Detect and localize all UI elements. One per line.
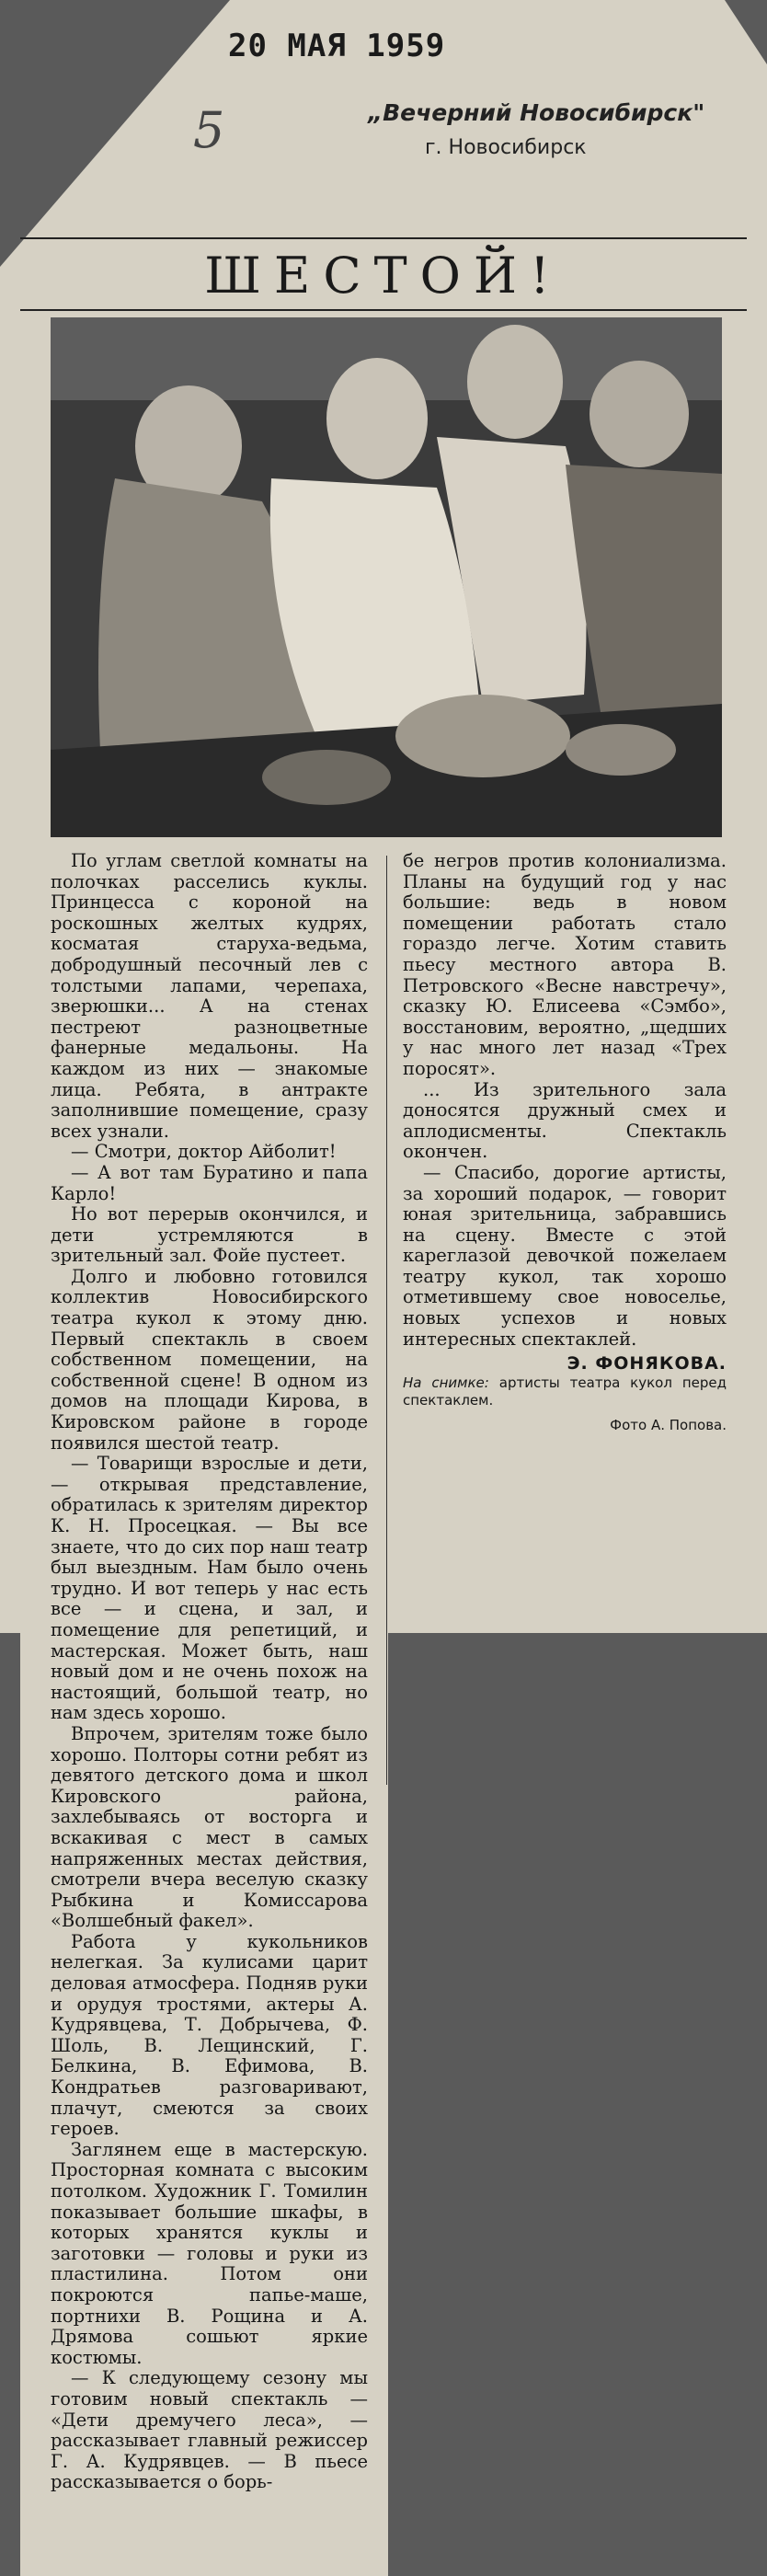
paragraph: Работа у кукольников нелегкая. За кулисами царит деловая атмосфера. Подняв руки и орудуя тростями, актеры А. Кудрявцева, Т. Добрычева, Ф. Шоль, В. Лещинский, Г. Белкина, В. Ефимова, В. Кондратьев разговаривают, плачут, смеются за своих героев. bbox=[51, 1930, 368, 2140]
column-divider bbox=[386, 856, 387, 1785]
photo-of-puppeteers-icon bbox=[51, 317, 722, 837]
article-headline: ШЕСТОЙ! bbox=[204, 247, 563, 305]
headline-rule-top bbox=[20, 237, 747, 239]
pencil-mark: 5 bbox=[193, 101, 225, 159]
photo-caption bbox=[403, 1374, 727, 1409]
paragraph: ... Из зрительного зала доносятся дружный смех и аплодисменты. Спектакль окончен. bbox=[403, 1078, 727, 1163]
paragraph: По углам светлой комнаты на полочках расселись куклы. Принцесса с короной на роскошных желтых кудрях, косматая старуха-ведьма, добродушный песочный лев с толстыми лапами, черепаха, зверюшки... А на стенах пестреют разноцветные фанерные медальоны. На каждом из них — знакомые лица. Ребята, в антракте заполнившие помещение, сразу всех узнали. bbox=[51, 850, 368, 1142]
caption-lead: На снимке: bbox=[403, 1374, 489, 1391]
author-signature: Э. ФОНЯКОВА. bbox=[567, 1353, 727, 1374]
article-photo bbox=[51, 317, 722, 837]
newspaper-name: „Вечерний Новосибирск" bbox=[368, 99, 705, 126]
credit-lead: Фото bbox=[610, 1416, 647, 1433]
photo-credit bbox=[403, 1415, 727, 1436]
paragraph: — А вот там Буратино и папа Карло! bbox=[51, 1161, 368, 1204]
paragraph: — Смотри, доктор Айболит! bbox=[71, 1141, 337, 1163]
article-column-left bbox=[51, 851, 368, 2493]
credit-name: А. Попова. bbox=[650, 1416, 727, 1433]
paragraph: — Спасибо, дорогие артисты, за хороший подарок, — говорит юная зрительница, забравшись на сцену. Вместе с этой кареглазой девочкой пожелаем театру кукол, так хорошо отметившему свое новоселье, новых успехов и новых интересных спектаклей. bbox=[403, 1161, 727, 1350]
paragraph: — Товарищи взрослые и дети, — открывая представление, обратилась к зрителям директор К. Н. Просецкая. — Вы все знаете, что до сих пор наш театр был выездным. Нам было очень трудно. И вот теперь у нас есть все — и сцена, и зал, и помещение для репетиций, и мастерская. Может быть, наш новый дом и не очень похож на настоящий, большой театр, но нам здесь хорошо. bbox=[51, 1453, 368, 1724]
newspaper-city: г. Новосибирск bbox=[425, 136, 587, 159]
date-stamp: 20 МАЯ 1959 bbox=[228, 28, 446, 64]
article-column-right bbox=[403, 851, 727, 1435]
paragraph: бе негров против колониализма. Планы на будущий год у нас большие: ведь в новом помещении работать стало гораздо легче. Хотим ставить пьесу местного автора В. Петровского «Весне навстречу», сказку Ю. Елисеева «Сэмбо», восстановим, вероятно, „щедших у нас много лет назад «Трех поросят». bbox=[403, 850, 727, 1079]
paragraph: Долго и любовно готовился коллектив Новосибирского театра кукол к этому дню. Первый спектакль в своем собственном помещении, на собственной сцене! В одном из домов на площади Кирова, в Кировском районе в городе появился шестой театр. bbox=[51, 1265, 368, 1454]
paragraph: Заглянем еще в мастерскую. Просторная комната с высоким потолком. Художник Г. Томилин показывает большие шкафы, в которых хранятся куклы и заготовки — головы и руки из пластилина. Потом они покроются папье-маше, портнихи В. Рощина и А. Дрямова сошьют яркие костюмы. bbox=[51, 2138, 368, 2368]
paragraph: Впрочем, зрителям тоже было хорошо. Полторы сотни ребят из девятого детского дома и школ Кировского района, захлебываясь от восторга и вскакивая с мест в самых напряженных местах действия, смотрели вчера веселую сказку Рыбкина и Комиссарова «Волшебный факел». bbox=[51, 1722, 368, 1932]
paragraph: — К следующему сезону мы готовим новый спектакль — «Дети дремучего леса», — рассказывает главный режиссер Г. А. Кудрявцев. — В пьесе рассказывается о борь- bbox=[51, 2367, 368, 2493]
headline-rule-bottom bbox=[20, 309, 747, 311]
paragraph: Но вот перерыв окончился, и дети устремляются в зрительный зал. Фойе пустеет. bbox=[51, 1203, 368, 1267]
caption-text: артисты театра кукол перед спектаклем. bbox=[403, 1374, 727, 1409]
